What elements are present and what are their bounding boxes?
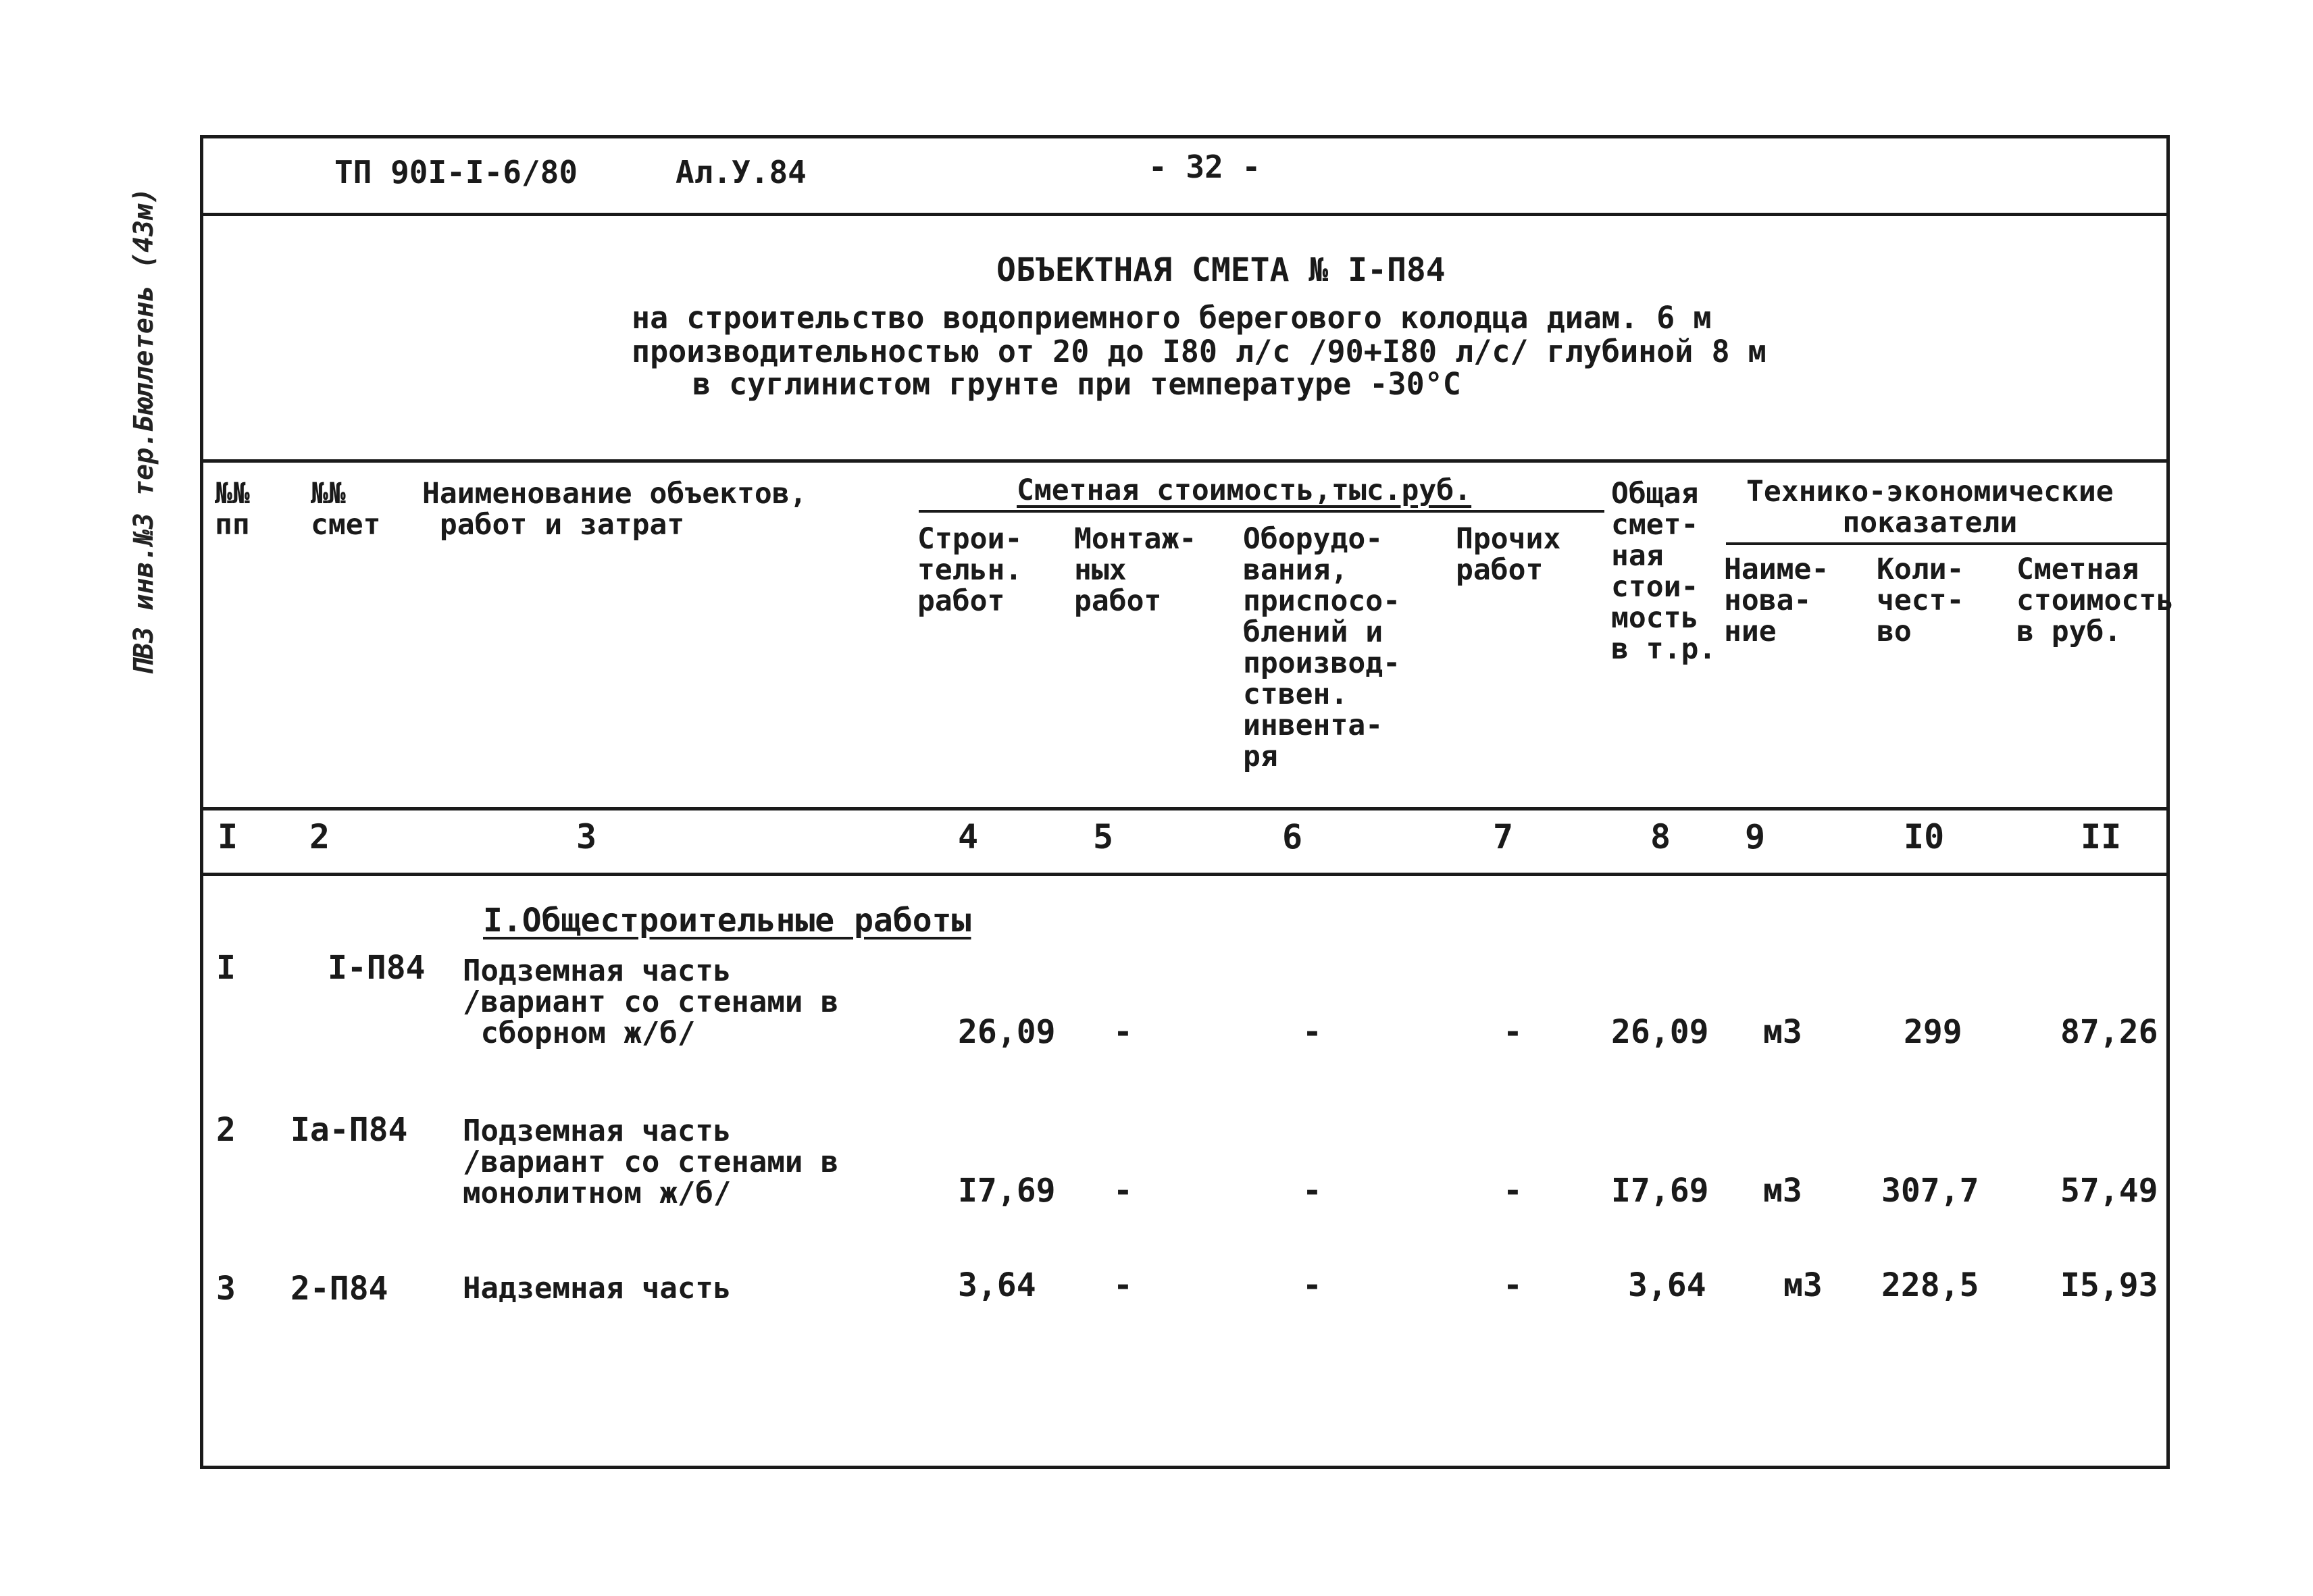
title-line-3: в суглинистом грунте при температуре -30°С — [692, 366, 1461, 402]
title-divider — [200, 459, 2170, 463]
unit: м3 — [1763, 1172, 1802, 1210]
row-number: 3 — [216, 1270, 236, 1308]
row-number: I — [216, 949, 236, 987]
assembly-cost: - — [1113, 1013, 1133, 1051]
col-number-2: 2 — [309, 817, 330, 856]
col-header-total: Общая смет- ная стои- мость в т.р. — [1611, 477, 1717, 666]
col-header-quantity: Коли- чест- во — [1877, 552, 1964, 648]
item-name: Подземная часть /вариант со стенами в сборном ж/б/ — [463, 954, 839, 1050]
assembly-cost: - — [1113, 1266, 1133, 1304]
total-cost: I7,69 — [1611, 1172, 1709, 1210]
construction-cost: I7,69 — [958, 1172, 1056, 1210]
col-number-4: 4 — [958, 817, 979, 856]
col-number-1: I — [218, 817, 238, 856]
cost-group-underline — [919, 510, 1604, 513]
unit-cost: 87,26 — [2060, 1013, 2158, 1051]
column-header-divider — [200, 807, 2170, 810]
other-cost: - — [1503, 1013, 1523, 1051]
other-cost: - — [1503, 1266, 1523, 1304]
unit: м3 — [1763, 1013, 1802, 1051]
item-name: Подземная часть /вариант со стенами в монолитном ж/б/ — [463, 1114, 839, 1210]
quantity: 307,7 — [1881, 1172, 1979, 1210]
assembly-cost: - — [1113, 1172, 1133, 1210]
unit-cost: I5,93 — [2060, 1266, 2158, 1304]
equipment-cost: - — [1302, 1266, 1322, 1304]
col-header-equipment: Оборудо- вания, приспосо- блений и производ- ствен. инвента- ря — [1243, 522, 1400, 773]
col-header-name: Наименование объектов, работ и затрат — [422, 477, 807, 542]
section-title: I.Общестроительные работы — [483, 902, 971, 939]
total-cost: 26,09 — [1611, 1013, 1709, 1051]
col-header-unit-cost: Сметная стоимость в руб. — [2016, 552, 2174, 648]
col-number-6: 6 — [1282, 817, 1303, 856]
col-number-5: 5 — [1093, 817, 1114, 856]
col-number-10: I0 — [1904, 817, 1945, 856]
row-number: 2 — [216, 1111, 236, 1149]
quantity: 228,5 — [1881, 1266, 1979, 1304]
estimate-title: ОБЪЕКТНАЯ СМЕТА № I-П84 — [996, 251, 1446, 289]
quantity: 299 — [1904, 1013, 1962, 1051]
total-cost: 3,64 — [1628, 1266, 1706, 1304]
col-header-assembly: Монтаж- ных работ — [1074, 522, 1197, 618]
col-number-8: 8 — [1650, 817, 1671, 856]
col-header-cost-group: Сметная стоимость,тыс.руб. — [1017, 473, 1472, 507]
side-note: ПВЗ инв.№3 тер.Бюллетень (43м) — [128, 187, 159, 675]
col-number-3: 3 — [576, 817, 597, 856]
other-cost: - — [1503, 1172, 1523, 1210]
col-header-construction: Строи- тельн. работ — [917, 522, 1023, 618]
header-divider — [200, 213, 2170, 216]
col-header-estimate-number: №№ смет — [311, 477, 381, 542]
estimate-number: I-П84 — [328, 949, 426, 987]
col-header-row-number: №№ пп — [215, 477, 250, 542]
title-line-1: на строительство водоприемного берегового колодца диам. 6 м — [632, 300, 1712, 336]
unit-cost: 57,49 — [2060, 1172, 2158, 1210]
document-code: ТП 90I-I-6/80 — [334, 154, 578, 190]
col-number-9: 9 — [1745, 817, 1766, 856]
col-header-other: Прочих работ — [1456, 522, 1561, 587]
column-numbers-divider — [200, 873, 2170, 876]
page-number: - 32 - — [1148, 149, 1261, 185]
col-header-tech-group: Технико-экономические показатели — [1746, 475, 2114, 540]
col-header-unit: Наиме- нова- ние — [1724, 552, 1829, 648]
item-name: Надземная часть — [463, 1271, 732, 1306]
construction-cost: 3,64 — [958, 1266, 1036, 1304]
col-number-7: 7 — [1493, 817, 1514, 856]
equipment-cost: - — [1302, 1172, 1322, 1210]
album-number: Ал.У.84 — [676, 154, 807, 190]
estimate-number: Iа-П84 — [290, 1111, 408, 1149]
col-number-11: II — [2081, 817, 2122, 856]
tech-group-underline — [1726, 542, 2170, 545]
estimate-number: 2-П84 — [290, 1270, 388, 1308]
title-line-2: производительностью от 20 до I80 л/с /90+I80 л/с/ глубиной 8 м — [632, 334, 1766, 369]
equipment-cost: - — [1302, 1013, 1322, 1051]
construction-cost: 26,09 — [958, 1013, 1056, 1051]
unit: м3 — [1783, 1266, 1823, 1304]
